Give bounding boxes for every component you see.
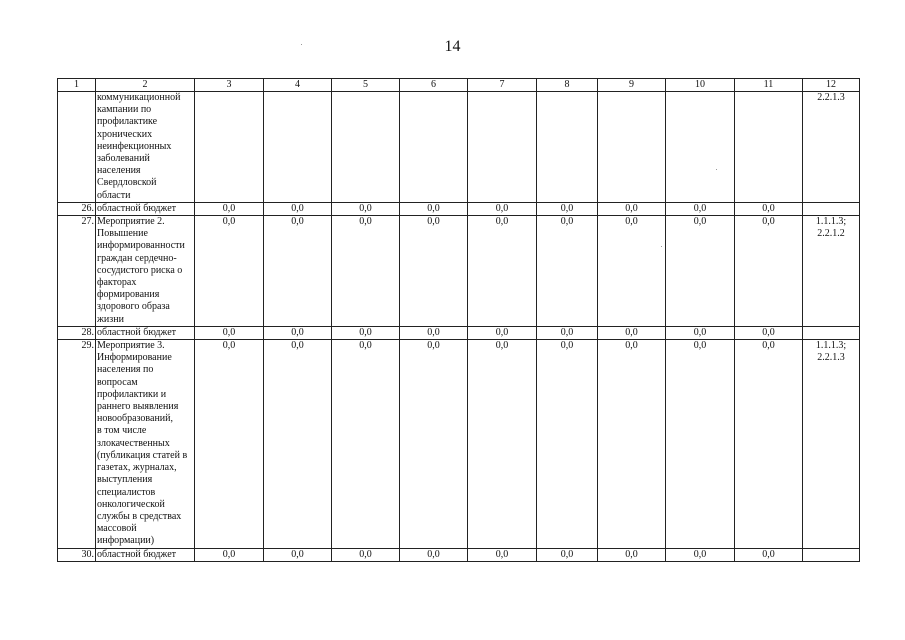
value-cell: 0,0 <box>735 216 803 327</box>
value-cell: 0,0 <box>735 202 803 215</box>
description-line: областной бюджет <box>97 202 177 214</box>
column-header: 12 <box>803 79 860 92</box>
scan-speck <box>661 246 662 247</box>
column-header: 9 <box>598 79 666 92</box>
value-cell: 0,0 <box>264 548 332 561</box>
description-line: кампании по <box>97 104 152 116</box>
value-cell: 0,0 <box>666 548 735 561</box>
value-cell: 0,0 <box>332 548 400 561</box>
value-cell: 0,0 <box>332 202 400 215</box>
value-cell: 0,0 <box>195 216 264 327</box>
description-line: (публикация статей в <box>97 449 188 461</box>
value-cell: 0,0 <box>264 216 332 327</box>
row-number <box>58 92 96 203</box>
value-cell <box>666 92 735 203</box>
row-number: 30. <box>58 548 96 561</box>
reference-line: 1.1.1.3; <box>815 216 847 228</box>
target-reference <box>803 548 860 561</box>
row-number: 29. <box>58 340 96 548</box>
description-line: онкологической <box>97 498 165 510</box>
description-line: службы в средствах <box>97 510 182 522</box>
table-row <box>58 216 860 327</box>
value-cell: 0,0 <box>735 340 803 548</box>
target-reference <box>803 340 860 548</box>
value-cell <box>264 92 332 203</box>
value-cell: 0,0 <box>537 326 598 339</box>
table-row <box>58 326 860 339</box>
value-cell: 0,0 <box>400 340 468 548</box>
value-cell: 0,0 <box>598 202 666 215</box>
description-line: новообразований, <box>97 413 174 425</box>
value-cell: 0,0 <box>468 548 537 561</box>
description-line: населения <box>97 165 141 177</box>
value-cell: 0,0 <box>468 340 537 548</box>
value-cell: 0,0 <box>598 340 666 548</box>
column-header: 5 <box>332 79 400 92</box>
target-reference <box>803 216 860 327</box>
description-line: массовой <box>97 523 137 535</box>
value-cell: 0,0 <box>666 216 735 327</box>
value-cell: 0,0 <box>468 326 537 339</box>
target-reference <box>803 202 860 215</box>
description-line: газетах, журналах, <box>97 462 177 474</box>
value-cell: 0,0 <box>400 326 468 339</box>
description-line: информации) <box>97 535 155 547</box>
table-row <box>58 202 860 215</box>
target-reference <box>803 92 860 203</box>
value-cell: 0,0 <box>666 326 735 339</box>
value-cell: 0,0 <box>195 340 264 548</box>
value-cell: 0,0 <box>400 216 468 327</box>
value-cell: 0,0 <box>195 202 264 215</box>
column-header: 3 <box>195 79 264 92</box>
page-number: 14 <box>444 38 461 55</box>
description-line: информированности <box>97 240 185 252</box>
column-header: 2 <box>96 79 195 92</box>
column-header: 8 <box>537 79 598 92</box>
description-line: жизни <box>97 313 124 325</box>
value-cell: 0,0 <box>468 202 537 215</box>
description-line: населения по <box>97 364 154 376</box>
description-line: в том числе <box>97 425 147 437</box>
table-row <box>58 548 860 561</box>
description-line: вопросам <box>97 376 138 388</box>
header-row <box>58 79 860 92</box>
value-cell: 0,0 <box>537 216 598 327</box>
row-description <box>96 216 195 327</box>
value-cell <box>195 92 264 203</box>
description-line: области <box>97 189 131 201</box>
description-line: Мероприятие 2. <box>97 216 165 228</box>
reference-line: 2.2.1.2 <box>817 228 845 240</box>
table-row <box>58 92 860 203</box>
value-cell <box>735 92 803 203</box>
description-line: хронических <box>97 128 153 140</box>
row-description <box>96 548 195 561</box>
description-line: формирования <box>97 289 160 301</box>
value-cell: 0,0 <box>598 216 666 327</box>
value-cell: 0,0 <box>264 326 332 339</box>
value-cell: 0,0 <box>332 216 400 327</box>
value-cell: 0,0 <box>735 548 803 561</box>
value-cell <box>468 92 537 203</box>
description-line: здорового образа <box>97 301 170 313</box>
value-cell: 0,0 <box>537 548 598 561</box>
row-description <box>96 92 195 203</box>
reference-line: 2.2.1.3 <box>817 92 845 103</box>
value-cell: 0,0 <box>400 202 468 215</box>
description-line: Мероприятие 3. <box>97 340 165 352</box>
value-cell: 0,0 <box>735 326 803 339</box>
description-line: граждан сердечно- <box>97 252 177 264</box>
description-line: областной бюджет <box>97 326 177 338</box>
description-line: профилактики и <box>97 388 167 400</box>
value-cell: 0,0 <box>537 340 598 548</box>
value-cell: 0,0 <box>666 202 735 215</box>
description-line: Информирование <box>97 352 172 364</box>
scan-speck <box>716 169 717 170</box>
value-cell: 0,0 <box>264 340 332 548</box>
value-cell: 0,0 <box>598 548 666 561</box>
row-description <box>96 326 195 339</box>
description-line: раннего выявления <box>97 401 179 413</box>
value-cell <box>332 92 400 203</box>
description-line: Свердловской <box>97 177 157 189</box>
value-cell: 0,0 <box>332 340 400 548</box>
value-cell: 0,0 <box>332 326 400 339</box>
scan-speck <box>301 44 302 45</box>
row-description <box>96 202 195 215</box>
description-line: факторах <box>97 277 137 289</box>
value-cell: 0,0 <box>195 548 264 561</box>
value-cell: 0,0 <box>598 326 666 339</box>
description-line: специалистов <box>97 486 156 498</box>
value-cell <box>537 92 598 203</box>
value-cell: 0,0 <box>264 202 332 215</box>
row-number: 27. <box>58 216 96 327</box>
value-cell: 0,0 <box>468 216 537 327</box>
description-line: коммуникационной <box>97 92 181 103</box>
budget-table <box>57 78 860 562</box>
reference-line: 2.2.1.3 <box>817 352 845 364</box>
description-line: злокачественных <box>97 437 170 449</box>
column-header: 4 <box>264 79 332 92</box>
column-header: 7 <box>468 79 537 92</box>
column-header: 10 <box>666 79 735 92</box>
value-cell: 0,0 <box>400 548 468 561</box>
target-reference <box>803 326 860 339</box>
value-cell: 0,0 <box>195 326 264 339</box>
value-cell <box>400 92 468 203</box>
value-cell: 0,0 <box>537 202 598 215</box>
description-line: выступления <box>97 474 153 486</box>
description-line: областной бюджет <box>97 548 177 560</box>
column-header: 1 <box>58 79 96 92</box>
column-header: 6 <box>400 79 468 92</box>
table-row <box>58 340 860 548</box>
description-line: Повышение <box>97 228 148 240</box>
column-header: 11 <box>735 79 803 92</box>
description-line: сосудистого риска о <box>97 264 183 276</box>
row-number: 28. <box>58 326 96 339</box>
value-cell: 0,0 <box>666 340 735 548</box>
table-body <box>58 79 860 562</box>
row-number: 26. <box>58 202 96 215</box>
description-line: профилактике <box>97 116 158 128</box>
row-description <box>96 340 195 548</box>
value-cell <box>598 92 666 203</box>
description-line: неинфекционных <box>97 140 172 152</box>
description-line: заболеваний <box>97 153 150 165</box>
reference-line: 1.1.1.3; <box>815 340 847 352</box>
